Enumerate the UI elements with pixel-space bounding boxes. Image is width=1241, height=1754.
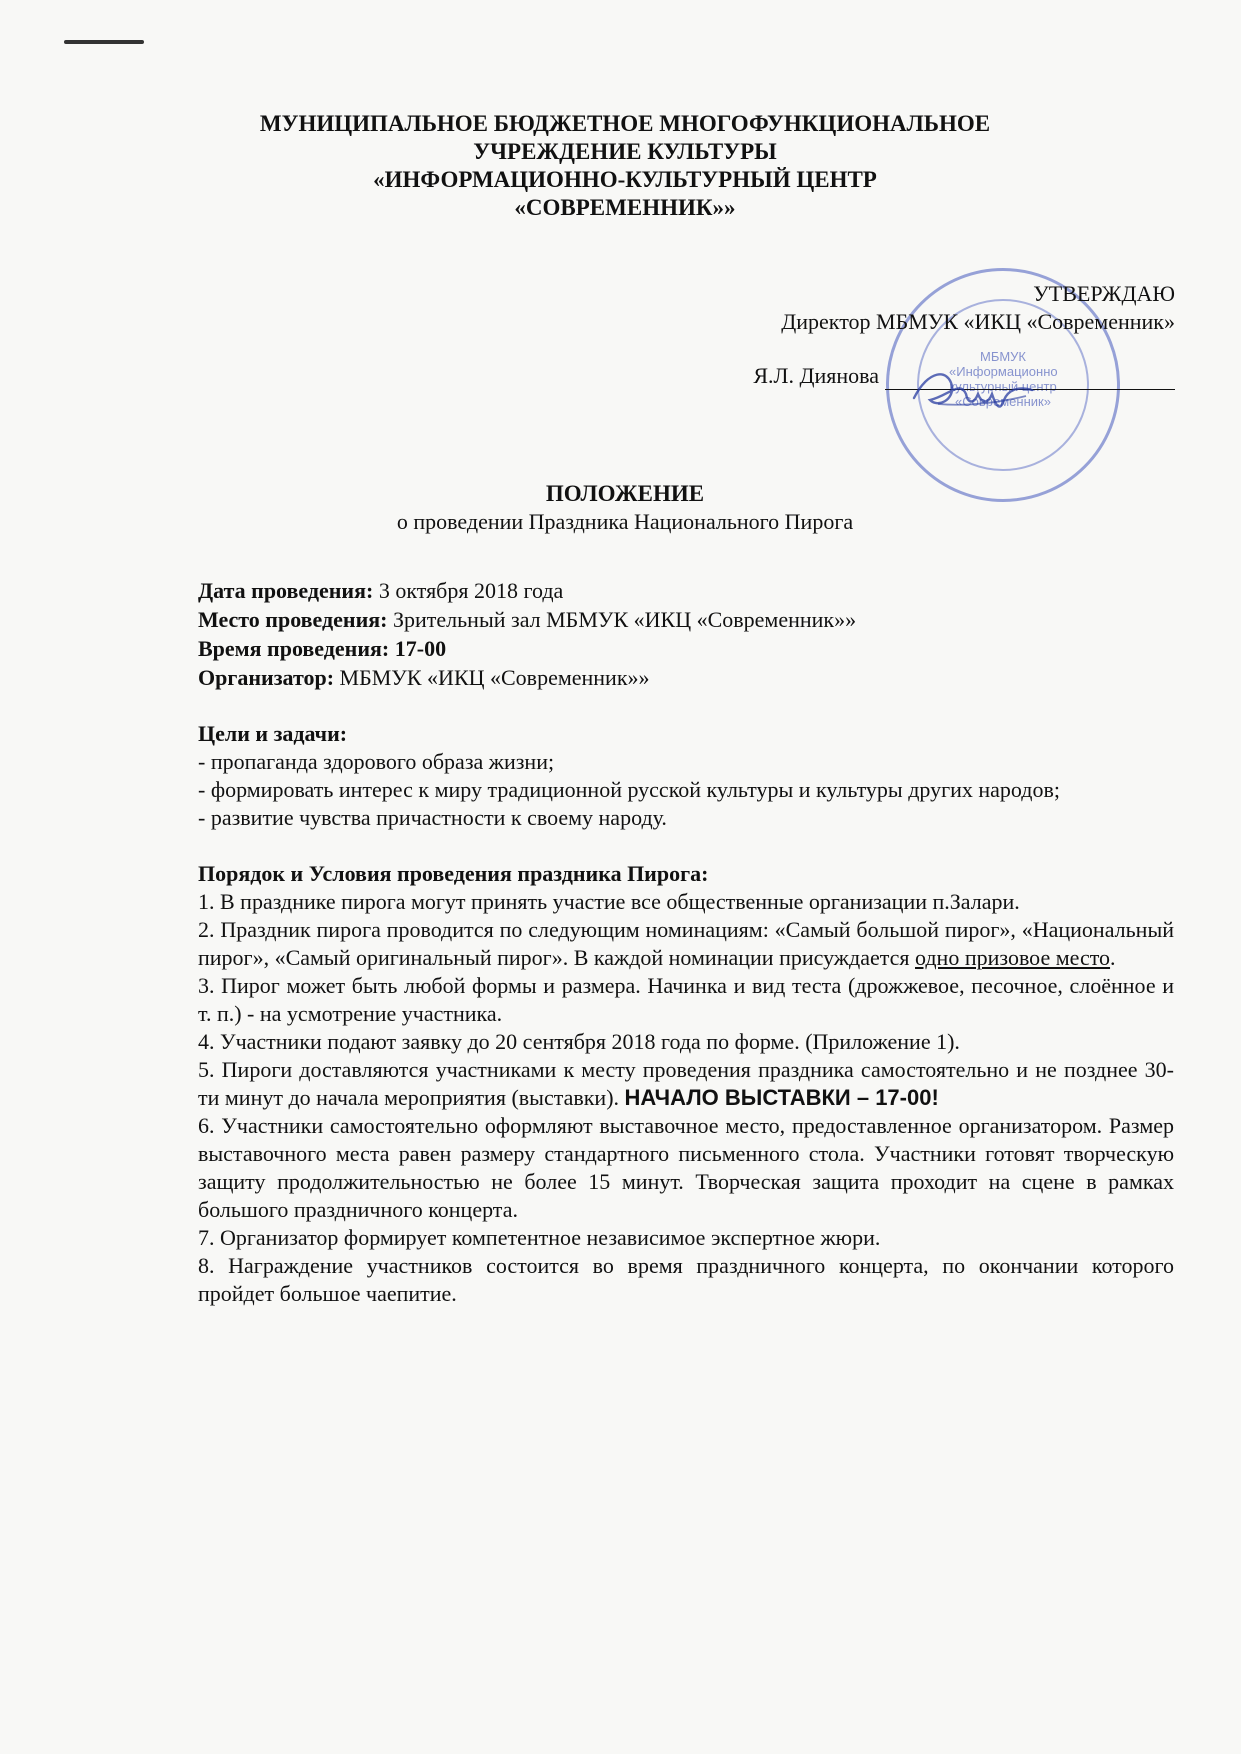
rule-item-5-text: 5. Пироги доставляются участниками к месту проведения праздника самостоятельно и не позднее 30-ти минут до начала мероприятия (выставки).	[198, 1057, 1174, 1110]
rules-title: Порядок и Условия проведения праздника Пирога:	[198, 861, 709, 886]
place-label: Место проведения:	[198, 607, 388, 632]
goal-item: - пропаганда здорового образа жизни;	[198, 749, 555, 774]
organizer-row	[198, 663, 1174, 692]
goal-item: - развитие чувства причастности к своему народу.	[198, 805, 667, 830]
rule-item-7: 7. Организатор формирует компетентное независимое экспертное жюри.	[198, 1225, 881, 1250]
time-row	[198, 634, 1174, 663]
date-label: Дата проведения:	[198, 578, 374, 603]
header-line-4: «СОВРЕМЕННИК»»	[514, 195, 736, 220]
rule-item-2-text: 2. Праздник пирога проводится по следующим номинациям: «Самый большой пирог», «Национальный пирог», «Самый оригинальный пирог». В каждой номинации присуждается	[198, 917, 1174, 970]
document-body	[198, 576, 1174, 1308]
organization-header	[150, 110, 1100, 222]
rule-item-1: 1. В празднике пирога могут принять участие все общественные организации п.Залари.	[198, 889, 1020, 914]
event-details	[198, 576, 1174, 692]
rule-item-2	[198, 916, 1174, 972]
organizer-value: МБМУК «ИКЦ «Современник»»	[334, 665, 650, 690]
rule-item-3: 3. Пирог может быть любой формы и размера. Начинка и вид теста (дрожжевое, песочное, слоённое и т. п.) - на усмотрение участника.	[198, 973, 1174, 1026]
approve-label: УТВЕРЖДАЮ	[1033, 281, 1175, 306]
document-title: ПОЛОЖЕНИЕ	[545, 481, 705, 506]
top-rule	[64, 40, 144, 44]
director-name: Я.Л. Диянова	[753, 363, 879, 388]
director-position: Директор МБМУК «ИКЦ «Современник»	[781, 309, 1175, 334]
goal-item: - формировать интерес к миру традиционной русской культуры и культуры других народов;	[198, 777, 1060, 802]
rule-item-4: 4. Участники подают заявку до 20 сентября 2018 года по форме. (Приложение 1).	[198, 1029, 960, 1054]
header-line-1: МУНИЦИПАЛЬНОЕ БЮДЖЕТНОЕ МНОГОФУНКЦИОНАЛЬНОЕ	[259, 111, 991, 136]
place-row	[198, 605, 1174, 634]
rules-section	[198, 860, 1174, 1308]
handwritten-signature	[908, 360, 1038, 420]
header-line-2: УЧРЕЖДЕНИЕ КУЛЬТУРЫ	[473, 139, 777, 164]
document-subtitle: о проведении Праздника Национального Пирога	[396, 509, 854, 534]
stamp-text: МБМУК «Информационно культурный центр «Современник»	[949, 349, 1058, 409]
goals-title: Цели и задачи:	[198, 721, 348, 746]
rule-item-2-end: .	[1110, 945, 1116, 970]
goals-section	[198, 720, 1174, 832]
rule-item-8: 8. Награждение участников состоится во время праздничного концерта, по окончании которого пройдет большое чаепитие.	[198, 1253, 1174, 1306]
document-title-block	[150, 480, 1100, 536]
exhibition-start-notice: НАЧАЛО ВЫСТАВКИ – 17-00!	[624, 1085, 939, 1110]
date-row	[198, 576, 1174, 605]
rule-item-6: 6. Участники самостоятельно оформляют выставочное место, предоставленное организатором. Размер выставочного места равен размеру стандартного письменного стола. Участники готовят творческую защиту продолжительностью не более 15 минут. Творческая защита проходит на сцене в рамках большого праздничного концерта.	[198, 1113, 1174, 1222]
place-value: Зрительный зал МБМУК «ИКЦ «Современник»»	[387, 607, 857, 632]
header-line-3: «ИНФОРМАЦИОННО-КУЛЬТУРНЫЙ ЦЕНТР	[373, 167, 877, 192]
organizer-label: Организатор:	[198, 665, 335, 690]
rule-item-5	[198, 1056, 1174, 1112]
rule-item-2-underlined: одно призовое место	[915, 945, 1111, 970]
time-label: Время проведения: 17-00	[198, 636, 447, 661]
date-value: 3 октября 2018 года	[373, 578, 564, 603]
